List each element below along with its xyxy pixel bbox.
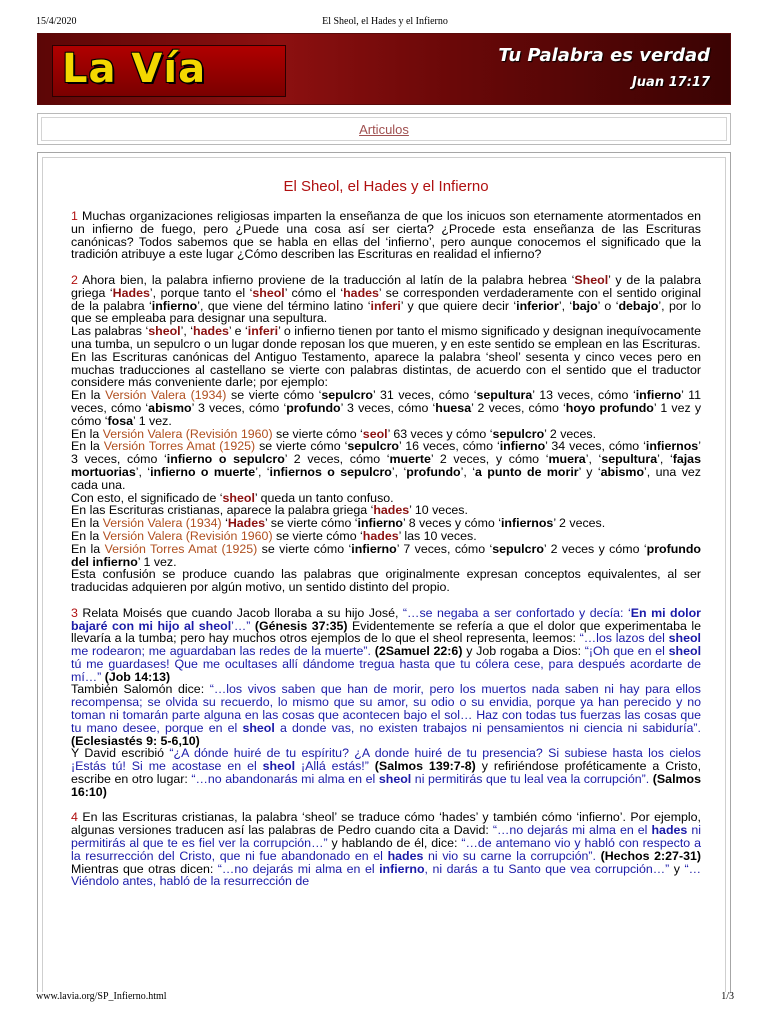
text-run: Las palabras ‘ xyxy=(71,324,149,339)
text-run: ’, ‘ xyxy=(558,298,573,313)
article-title: El Sheol, el Hades y el Infierno xyxy=(283,178,489,195)
term: huesa xyxy=(435,400,472,415)
text-run: ‘ xyxy=(221,516,228,531)
scripture-reference: (Génesis 37:35) xyxy=(250,618,348,633)
term: infiernos o sepulcro xyxy=(269,464,392,479)
paragraph-line: En las Escrituras canónicas del Antiguo Testamento, aparece la palabra ‘sheol’ sesenta y cinco veces pero en muchas traducciones al castellano se vierte con palabras distintas, de acuerdo con el sentido que el traductor considere más conveniente darle; por ejemplo: xyxy=(71,349,701,390)
term: sepultura xyxy=(601,452,658,467)
print-title: El Sheol, el Hades y el Infierno xyxy=(322,16,448,27)
term: Hades xyxy=(112,285,150,300)
text-run: ’, ‘ xyxy=(657,452,673,467)
quote: ¡Allá estás!” xyxy=(295,759,369,774)
term: sheol xyxy=(222,490,255,505)
text-run: En las Escrituras cristianas, aparece la palabra griega ‘ xyxy=(71,503,374,518)
text-run: ’, que viene del término latino ‘ xyxy=(197,298,371,313)
text-run: ’, ‘ xyxy=(460,464,475,479)
text-run: Mientras que otras dicen: xyxy=(71,861,218,876)
quote: ni vio su carne la corrupción”. xyxy=(423,848,596,863)
text-run: Y David escribió xyxy=(71,746,170,761)
paragraph-line xyxy=(71,389,701,427)
text-run: ’ 2 veces. xyxy=(553,516,606,531)
paragraph-line xyxy=(71,543,701,569)
text-run: ’, ‘ xyxy=(255,464,270,479)
paragraph-line xyxy=(71,440,701,491)
text-run: En la xyxy=(71,541,105,556)
quote: me rodearon; me aguardaban las redes de la muerte”. xyxy=(71,644,371,659)
text-run: En la xyxy=(71,388,106,403)
print-footer xyxy=(36,991,734,1005)
text-run: ’ 1 vez. xyxy=(137,554,177,569)
quote: tú me guardases! Que me ocultases allí dándome tregua hasta que tu cólera cese, para después acordarte de mí…” xyxy=(71,656,701,684)
term: infierno xyxy=(499,439,546,454)
term: inferi xyxy=(247,324,279,339)
text-run: ’, porque tanto el ‘ xyxy=(149,285,253,300)
text-run: En la xyxy=(71,439,104,454)
quote-emphasis: En mi dolor bajaré con mi hijo al sheol xyxy=(71,605,701,633)
nav-bar xyxy=(37,113,731,145)
term: hoyo profundo xyxy=(565,400,654,415)
text-run: ’ 2 veces, cómo ‘ xyxy=(284,452,390,467)
term: sepulcro xyxy=(492,541,544,556)
nav-inner xyxy=(41,117,727,141)
term: profundo xyxy=(286,400,341,415)
version-link[interactable]: Versión Torres Amat (1925) xyxy=(104,541,258,556)
text-run: y xyxy=(669,861,685,876)
term: infierno xyxy=(351,541,397,556)
text-run: ’ y de la palabra griega ‘ xyxy=(71,272,701,300)
text-run: se vierte cómo ‘ xyxy=(257,541,352,556)
text-run: ’ 2 veces, y cómo ‘ xyxy=(430,452,549,467)
quote: “…se negaba a ser confortado y decía: ‘ xyxy=(402,605,631,620)
term: sheol xyxy=(252,285,285,300)
text-run: ’ se vierte cómo ‘ xyxy=(265,516,358,531)
text-run: ’ 1 vez. xyxy=(132,413,172,428)
version-link[interactable]: Versión Valera (1934) xyxy=(105,388,227,403)
term: sepultura xyxy=(476,388,533,403)
term: infierno xyxy=(635,388,682,403)
quote-emphasis: sheol xyxy=(262,759,296,774)
text-run: En la xyxy=(71,516,103,531)
quote-emphasis: sheol xyxy=(668,631,701,646)
scripture-reference: (2Samuel 22:6) xyxy=(370,644,463,659)
print-date: 15/4/2020 xyxy=(36,16,77,27)
quote: “…no dejarás mi alma en el xyxy=(492,823,652,838)
scripture-reference: (Hechos 2:27-31) xyxy=(595,848,701,863)
paragraph-line xyxy=(71,325,701,351)
paragraph-text: Muchas organizaciones religiosas imparten la enseñanza de que los inicuos son eternamente atormentados en un infierno de fuego, pero ¿Puede una cosa así ser cierta? ¿Procede esta enseñanza de las Escrituras canónicas? Todos sabemos que se habla en ellas del ‘infierno’, pero aunque conocemos el significado que la tradición atribuye a este lugar ¿Cómo describen las Escrituras en realidad el infierno? xyxy=(71,209,701,262)
text-run: ’, ‘ xyxy=(180,324,194,339)
quote: “…de antemano vio y habló con respecto a la resurrección del Cristo, que ni fue abandonado en el xyxy=(71,836,701,863)
text-run: ’ 3 veces, cómo ‘ xyxy=(71,439,701,467)
text-run: ’ 10 veces. xyxy=(409,503,468,518)
term: profundo xyxy=(406,464,461,479)
banner-verse: Juan 17:17 xyxy=(631,75,710,90)
text-run: y hablando de él, dice: xyxy=(327,836,462,851)
term: muera xyxy=(548,452,586,467)
paragraph-2 xyxy=(71,274,701,594)
text-run: ’ 3 veces, cómo ‘ xyxy=(340,400,436,415)
term: sheol xyxy=(148,324,181,339)
banner-motto: Tu Palabra es verdad xyxy=(498,45,710,66)
text-run: ’ 13 veces, cómo ‘ xyxy=(532,388,636,403)
text-run: ’ 7 veces, cómo ‘ xyxy=(396,541,493,556)
paragraph-line xyxy=(71,607,701,684)
version-link[interactable]: Versión Torres Amat (1925) xyxy=(103,439,256,454)
article xyxy=(71,178,701,901)
paragraph-1 xyxy=(71,210,701,261)
quote: “¡Oh que en el xyxy=(584,644,669,659)
text-run: Ahora bien, la palabra infierno proviene de la traducción al latín de la palabra hebrea ‘ xyxy=(77,272,575,287)
version-link[interactable]: Versión Valera (1934) xyxy=(102,516,222,531)
text-run: ’ e ‘ xyxy=(228,324,248,339)
term: inferior xyxy=(516,298,559,313)
text-run: ’ se corresponden verdaderamente con el sentido original de la palabra ‘ xyxy=(71,285,701,313)
term: abismo xyxy=(600,464,645,479)
paragraph-number: 4 xyxy=(71,810,78,825)
quote: ni permitirás al que te es fiel ver la corrupción…” xyxy=(71,823,701,851)
version-link[interactable]: Versión Valera (Revisión 1960) xyxy=(102,528,273,543)
paragraph-line xyxy=(71,683,701,747)
text-run: ’ queda un tanto confuso. xyxy=(254,490,394,505)
text-run: ’, ‘ xyxy=(391,464,407,479)
quote: “…no dejarás mi alma en el xyxy=(217,861,380,876)
term: infiernos xyxy=(500,516,554,531)
text-run: ’ 31 veces, cómo ‘ xyxy=(373,388,477,403)
text-run: ’, ‘ xyxy=(585,452,602,467)
term: sepulcro xyxy=(492,426,545,441)
text-run: ’ 16 veces, cómo ‘ xyxy=(399,439,500,454)
text-run: ’ las 10 veces. xyxy=(398,528,477,543)
quote-emphasis: sheol xyxy=(242,720,275,735)
term: sepulcro xyxy=(347,439,399,454)
paragraph-4 xyxy=(71,811,701,888)
term: profundo del infierno xyxy=(71,541,701,569)
version-link[interactable]: Versión Valera (Revisión 1960) xyxy=(102,426,273,441)
text-run: se vierte cómo ‘ xyxy=(272,426,363,441)
scripture-reference: (Salmos 139:7-8) xyxy=(368,759,476,774)
text-run: ’ 11 veces, cómo ‘ xyxy=(71,388,701,415)
text-run: ’ 2 veces y cómo ‘ xyxy=(543,541,647,556)
term: hades xyxy=(373,503,410,518)
quote: a donde vas, no existen trabajos ni pensamientos ni ciencia ni sabiduría”. xyxy=(274,720,701,735)
text-run: Con esto, el significado de ‘ xyxy=(71,490,223,505)
quote-emphasis: sheol xyxy=(668,644,702,659)
text-run: y refiriéndose proféticamente a Cristo, escribe en otro lugar: xyxy=(71,759,702,787)
text-run: ’ cómo el ‘ xyxy=(284,285,344,300)
term: infierno xyxy=(357,516,403,531)
text-run: ’ 34 veces, cómo ‘ xyxy=(545,439,646,454)
text-run: ’ 1 vez y cómo ‘ xyxy=(71,400,702,428)
text-run: ’ y ‘ xyxy=(578,464,601,479)
text-run: ’, ‘ xyxy=(135,464,151,479)
text-run: ’ o infierno tienen por tanto el mismo significado y designan inequívocamente una tumba, un sepulcro o un lugar donde reposan los que mueren, y en este sentido se emplean en las Escrituras. xyxy=(71,324,701,351)
content-inner xyxy=(42,157,726,992)
text-run: ’ 3 veces, cómo ‘ xyxy=(191,400,287,415)
term: infierno o muerte xyxy=(150,464,256,479)
print-url: www.lavia.org/SP_Infierno.html xyxy=(36,991,167,1002)
quote: “…los vivos saben que han de morir, pero los muertos nada saben ni hay para ellos recompensa; se olvida su recuerdo, lo mismo que su amor, su odio o su envidia, porque ya han perecido y no toman ni tomarán parte alguna en las cosas que acontecen bajo el sol… Haz con todas tus fuerzas las cosas que tu mano desee, porque en el xyxy=(71,682,701,735)
term: muerte xyxy=(389,452,431,467)
text-run: ’ o ‘ xyxy=(597,298,619,313)
quote: “…no abandonarás mi alma en el xyxy=(191,772,379,787)
term: Hades xyxy=(227,516,266,531)
paragraph-3 xyxy=(71,607,701,799)
quote: ni permitirás que tu leal vea la corrupción”. xyxy=(411,772,650,787)
quote: ’…” xyxy=(231,618,251,633)
quote: “…Viéndolo antes, habló de la resurrección de xyxy=(71,861,701,889)
paragraph-line: Esta confusión se produce cuando las palabras que originalmente expresan conceptos equivalentes, al ser traducidas adquieren por algún motivo, un sentido distinto del propio. xyxy=(71,567,701,595)
quote-emphasis: hades xyxy=(387,848,424,863)
text-run: ’ 2 veces. xyxy=(544,426,597,441)
term: infierno xyxy=(151,298,198,313)
quote: “¿A dónde huiré de tu espíritu? ¿A donde huiré de tu presencia? Si subiese hasta los cielos ¡Estás tú! Si me acostase en el xyxy=(71,746,701,774)
quote: “…los lazos del xyxy=(579,631,669,646)
text-run: ’ 63 veces y cómo ‘ xyxy=(387,426,493,441)
print-page-number: 1/3 xyxy=(721,991,734,1002)
term: infierno o sepulcro xyxy=(166,452,285,467)
text-run: ’, una vez cada una. xyxy=(71,464,701,492)
quote-emphasis: hades xyxy=(651,823,688,838)
term: hades xyxy=(193,324,229,339)
text-run: En la xyxy=(71,426,103,441)
site-banner xyxy=(37,33,731,105)
term: fosa xyxy=(107,413,133,428)
text-run: También Salomón dice: xyxy=(71,682,210,697)
scripture-reference: (Job 14:13) xyxy=(101,669,171,684)
term: sepulcro xyxy=(321,388,374,403)
quote: , ni darás a tu Santo que vea corrupción…” xyxy=(424,861,670,876)
scripture-reference: (Salmos 16:10) xyxy=(71,772,701,799)
text-run: se vierte cómo ‘ xyxy=(255,439,348,454)
text-run: y Job rogaba a Dios: xyxy=(462,644,585,659)
articles-link[interactable]: Articulos xyxy=(359,122,409,137)
term: hades xyxy=(343,285,379,300)
scripture-reference: (Eclesiastés 9: 5-6,10) xyxy=(71,733,200,748)
paragraph-line xyxy=(71,747,701,798)
text-run: ’ 8 veces y cómo ‘ xyxy=(402,516,501,531)
term: infiernos xyxy=(645,439,699,454)
text-run: ’ y que quiere decir ‘ xyxy=(400,298,517,313)
term: seol xyxy=(362,426,388,441)
text-run: En las Escrituras cristianas, la palabra ‘sheol’ se traduce cómo ‘hades’ y también cómo ‘infierno’. Por ejemplo, algunas versiones traducen así las palabras de Pedro cuando cita a David: xyxy=(71,810,701,838)
term: abismo xyxy=(148,400,192,415)
site-logo[interactable]: La Vía xyxy=(62,46,207,92)
text-run: Relata Moisés que cuando Jacob lloraba a su hijo José, xyxy=(77,605,403,620)
quote-emphasis: sheol xyxy=(378,772,412,787)
paragraph-number: 1 xyxy=(71,209,78,223)
text-run: se vierte cómo ‘ xyxy=(226,388,322,403)
quote-emphasis: infierno xyxy=(379,861,425,876)
print-header xyxy=(36,16,734,30)
term: inferi xyxy=(370,298,401,313)
term: hades xyxy=(362,528,399,543)
text-run: Evidentemente se refería a que el dolor que experimentaba le llevaría a la tumba; pero hay muchos otros ejemplos de lo que el sheol representa, leemos: xyxy=(71,618,701,646)
term: bajo xyxy=(572,298,598,313)
text-run: ’, por lo que se empleaba para designar una sepultura. xyxy=(71,298,701,326)
text-run: ’ 2 veces, cómo ‘ xyxy=(471,400,566,415)
term: a punto de morir xyxy=(474,464,579,479)
paragraph-line xyxy=(71,274,701,325)
term: debajo xyxy=(618,298,659,313)
content-frame xyxy=(37,152,731,992)
paragraph-number: 2 xyxy=(71,272,78,287)
text-run: En la xyxy=(71,528,103,543)
term: Sheol xyxy=(574,272,609,287)
text-run: se vierte cómo ‘ xyxy=(272,528,363,543)
paragraph-number: 3 xyxy=(71,605,78,620)
term: fajas mortuorias xyxy=(71,452,701,479)
